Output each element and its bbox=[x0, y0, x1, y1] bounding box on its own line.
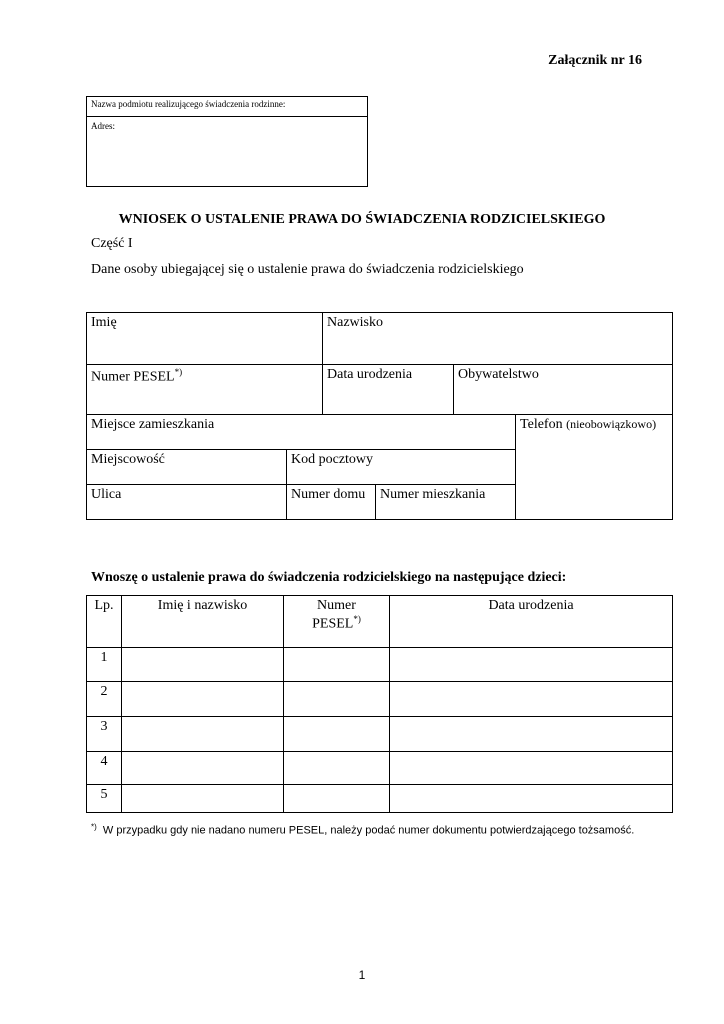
phone-note: (nieobowiązkowo) bbox=[566, 417, 657, 431]
house-number-field[interactable] bbox=[287, 485, 376, 520]
col-lp-header: Lp. bbox=[87, 596, 122, 648]
first-name-label: Imię bbox=[91, 315, 117, 330]
child-pesel-cell[interactable] bbox=[284, 717, 390, 752]
table-row bbox=[87, 752, 673, 785]
page-number: 1 bbox=[358, 968, 366, 982]
col-name-header: Imię i nazwisko bbox=[122, 596, 284, 648]
child-name-cell[interactable] bbox=[122, 752, 284, 785]
child-birth-date-cell[interactable] bbox=[390, 785, 673, 813]
child-pesel-cell[interactable] bbox=[284, 682, 390, 717]
citizenship-field[interactable] bbox=[454, 365, 673, 415]
pesel-field[interactable] bbox=[87, 365, 323, 415]
city-field[interactable] bbox=[87, 450, 287, 485]
last-name-label: Nazwisko bbox=[327, 315, 383, 330]
table-row bbox=[87, 717, 673, 752]
footnote-mark: *) bbox=[91, 822, 97, 831]
form-part: Część I bbox=[91, 236, 133, 251]
col-pesel-line1: Numer bbox=[317, 598, 356, 613]
child-birth-date-cell[interactable] bbox=[390, 717, 673, 752]
footnote-text: W przypadku gdy nie nadano numeru PESEL, należy podać numer dokumentu potwierdzającego tożsamość. bbox=[102, 824, 635, 837]
child-pesel-cell[interactable] bbox=[284, 785, 390, 813]
entity-name-label: Nazwa podmiotu realizującego świadczenia rodzinne: bbox=[91, 99, 286, 109]
col-pesel-header bbox=[284, 596, 390, 648]
child-name-cell[interactable] bbox=[122, 682, 284, 717]
postal-code-label: Kod pocztowy bbox=[291, 452, 374, 467]
col-pesel-mark: *) bbox=[353, 614, 361, 624]
postal-code-field[interactable] bbox=[287, 450, 516, 485]
child-pesel-cell[interactable] bbox=[284, 752, 390, 785]
child-pesel-cell[interactable] bbox=[284, 648, 390, 682]
child-name-cell[interactable] bbox=[122, 785, 284, 813]
residence-header bbox=[87, 415, 516, 450]
apartment-number-label: Numer mieszkania bbox=[380, 487, 486, 502]
table-row bbox=[87, 648, 673, 682]
child-name-cell[interactable] bbox=[122, 648, 284, 682]
annex-label: Załącznik nr 16 bbox=[548, 53, 642, 68]
children-table bbox=[86, 595, 673, 813]
pesel-label: Numer PESEL bbox=[91, 369, 175, 385]
phone-field[interactable] bbox=[516, 415, 673, 520]
phone-label: Telefon bbox=[520, 417, 563, 432]
apartment-number-field[interactable] bbox=[376, 485, 516, 520]
house-number-label: Numer domu bbox=[291, 487, 366, 502]
street-label: Ulica bbox=[91, 487, 122, 502]
citizenship-label: Obywatelstwo bbox=[458, 367, 539, 382]
col-pesel-line2: PESEL bbox=[312, 616, 354, 632]
entity-address-label: Adres: bbox=[91, 121, 115, 131]
applicant-table-address bbox=[86, 414, 673, 520]
pesel-footnote-mark: *) bbox=[174, 367, 183, 377]
row-number: 5 bbox=[87, 785, 122, 813]
entity-address-field[interactable] bbox=[87, 117, 367, 135]
child-birth-date-cell[interactable] bbox=[390, 752, 673, 785]
street-field[interactable] bbox=[87, 485, 287, 520]
child-birth-date-cell[interactable] bbox=[390, 682, 673, 717]
col-birth-date-header: Data urodzenia bbox=[390, 596, 673, 648]
children-title: Wnoszę o ustalenie prawa do świadczenia rodzicielskiego na następujące dzieci: bbox=[91, 570, 567, 585]
entity-box bbox=[86, 96, 368, 187]
child-birth-date-cell[interactable] bbox=[390, 648, 673, 682]
table-row bbox=[87, 682, 673, 717]
footnote bbox=[91, 822, 634, 837]
form-subtitle: Dane osoby ubiegającej się o ustalenie prawa do świadczenia rodzicielskiego bbox=[91, 262, 524, 277]
row-number: 2 bbox=[87, 682, 122, 717]
child-name-cell[interactable] bbox=[122, 717, 284, 752]
city-label: Miejscowość bbox=[91, 452, 165, 467]
row-number: 1 bbox=[87, 648, 122, 682]
form-title: WNIOSEK O USTALENIE PRAWA DO ŚWIADCZENIA RODZICIELSKIEGO bbox=[118, 212, 606, 227]
table-row bbox=[87, 785, 673, 813]
applicant-table-top bbox=[86, 312, 673, 415]
entity-name-field[interactable] bbox=[87, 97, 367, 117]
first-name-field[interactable] bbox=[87, 313, 323, 365]
row-number: 4 bbox=[87, 752, 122, 785]
residence-label: Miejsce zamieszkania bbox=[91, 417, 215, 432]
last-name-field[interactable] bbox=[323, 313, 673, 365]
birth-date-field[interactable] bbox=[323, 365, 454, 415]
row-number: 3 bbox=[87, 717, 122, 752]
birth-date-label: Data urodzenia bbox=[327, 367, 413, 382]
